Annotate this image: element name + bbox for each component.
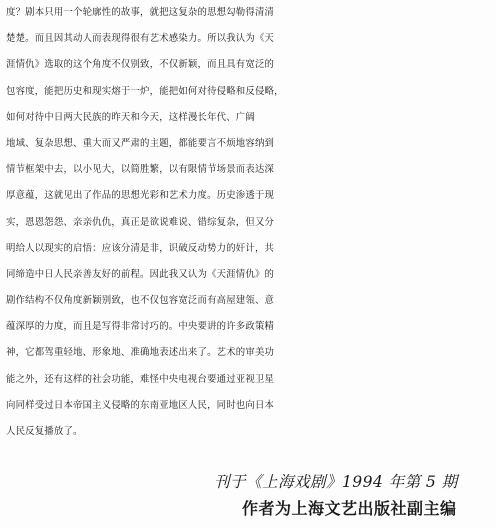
- text-line: 实，恩恩怨怨、亲亲仇仇，真正是欲说难说、错综复杂，但又分: [6, 216, 275, 228]
- text-line: 同缔造中日人民亲善友好的前程。因此我又认为《天涯情仇》的: [6, 268, 275, 280]
- text-line: 包容度，能把历史和现实熔于一炉，能把如何对待侵略和反侵略，: [6, 85, 284, 97]
- publication-source: 刊于《上海戏剧》1994 年第 5 期: [214, 473, 458, 491]
- text-line: 厚意蕴，这就见出了作品的思想光彩和艺术力度。历史渗透于现: [6, 190, 275, 202]
- article-body: [6, 0, 492, 445]
- text-line: 度？剧本只用一个轮廓性的故事，就把这复杂的思想勾勒得清清: [6, 7, 275, 18]
- text-line: 如何对待中日两大民族的昨天和今天，这样漫长年代、广阔: [6, 111, 255, 123]
- author-note: 作者为上海文艺出版社副主编: [242, 499, 457, 518]
- text-line: 神，它都驾重轻地、形象地、准确地表述出来了。艺术的审美功: [6, 347, 275, 359]
- text-line: 情节框架中去，以小见大，以简胜繁，以有限情节场景而表达深: [6, 164, 275, 176]
- text-line: 明给人以现实的启悟：应该分清是非，识破反动势力的奸计，共: [6, 242, 275, 254]
- text-line: 向同样受过日本帝国主义侵略的东南亚地区人民，同时也向日本: [6, 399, 275, 411]
- text-line: 剧作结构不仅角度新颖别致，也不仅包容宽泛而有高屋建瓴、意: [6, 295, 275, 307]
- text-line: 人民反复播放了。: [6, 426, 83, 437]
- text-line: 蕴深厚的力度，而且是写得非常讨巧的。中央要讲的许多政策精: [6, 321, 275, 333]
- text-line: 楚楚。而且因其动人而表现得很有艺术感染力。所以我认为《天: [6, 33, 275, 45]
- text-line: 能之外，还有这样的社会功能，难怪中央电视台要通过亚视卫星: [6, 373, 275, 385]
- text-line: 地域、复杂思想、重大而又严肃的主题，都能要言不烦地容纳到: [6, 137, 275, 149]
- text-line: 涯情仇》选取的这个角度不仅别致，不仅新颖，而且具有宽泛的: [6, 59, 275, 71]
